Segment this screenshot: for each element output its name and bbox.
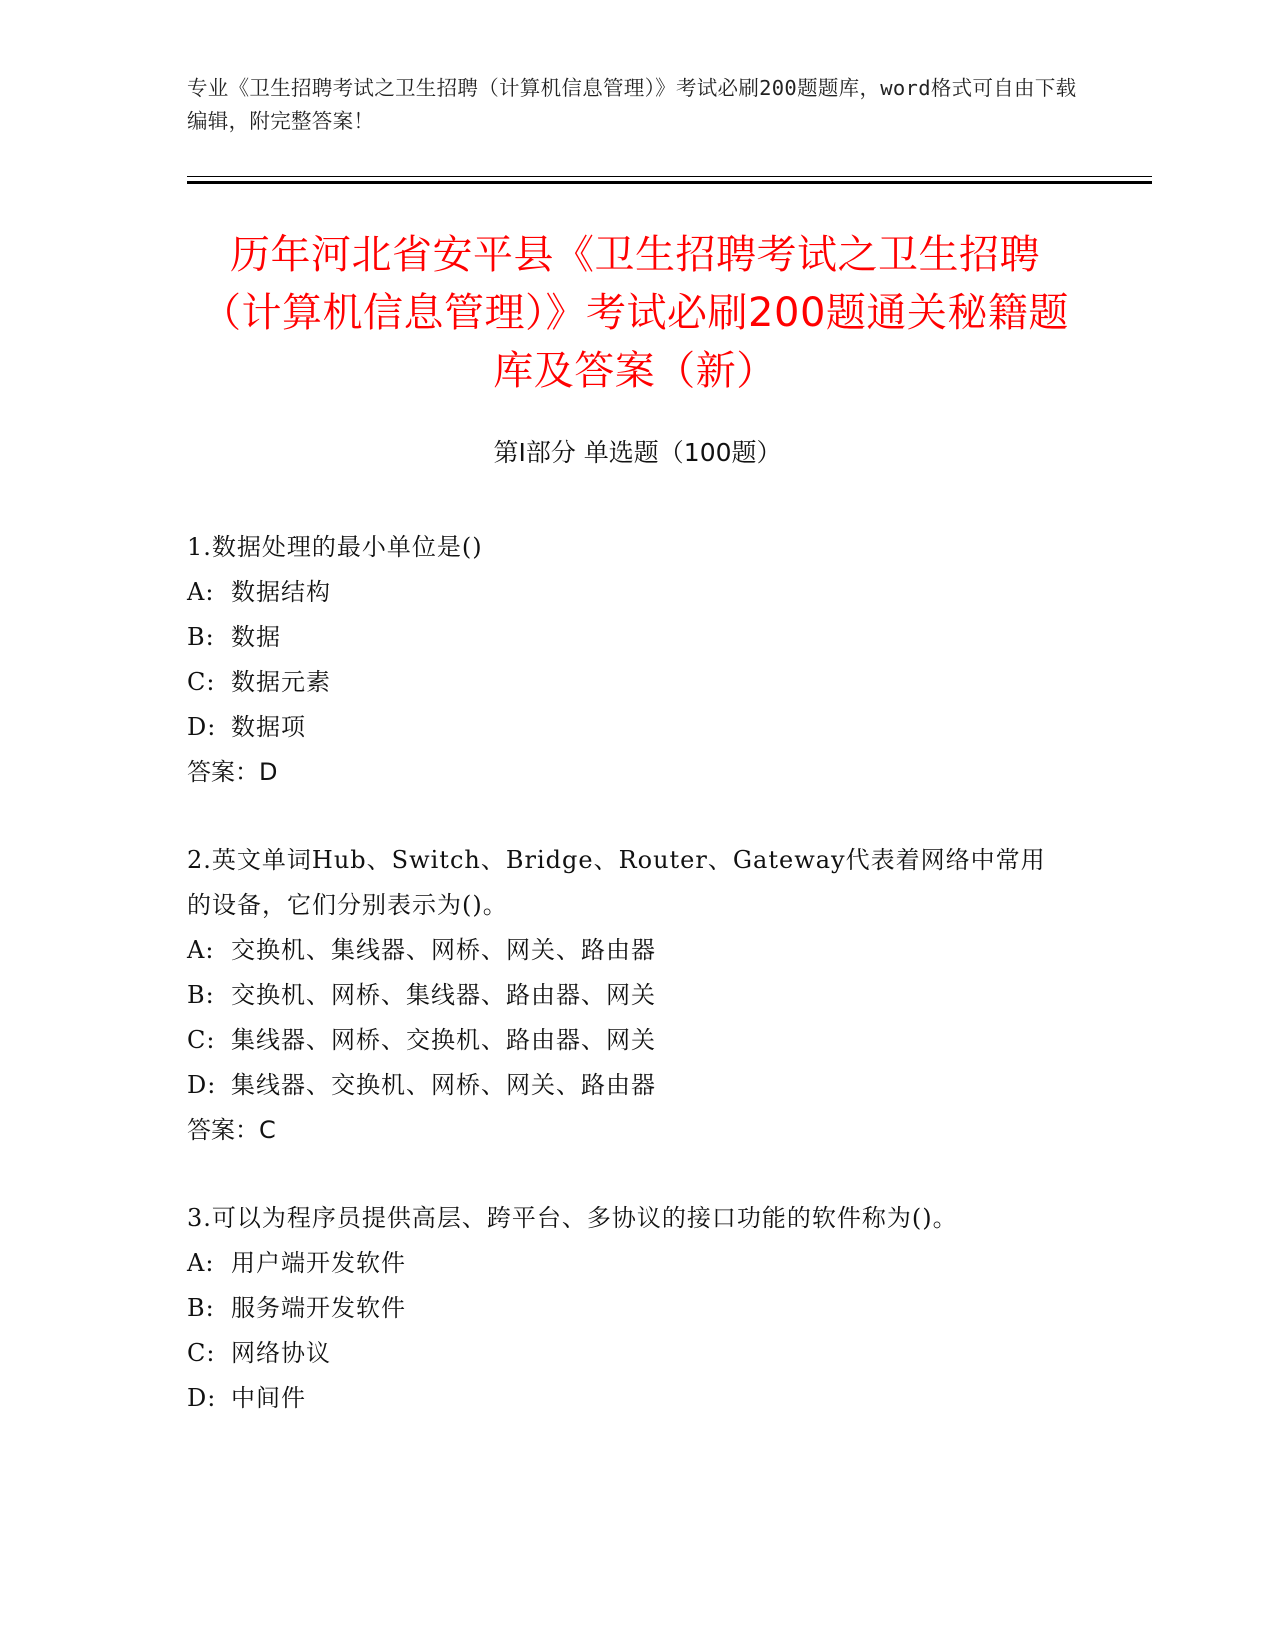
option-text: 集线器、交换机、网桥、网关、路由器 xyxy=(231,1071,656,1099)
option-text: 用户端开发软件 xyxy=(231,1249,406,1277)
option-text: 数据 xyxy=(231,623,281,651)
question-item xyxy=(187,525,1087,795)
option-b xyxy=(187,1286,1087,1331)
section-heading: 第Ⅰ部分 单选题（100题） xyxy=(493,438,782,467)
header-divider-thin xyxy=(187,176,1152,177)
header-divider-thick xyxy=(187,181,1152,184)
option-text: 数据结构 xyxy=(231,578,331,606)
option-text: 网络协议 xyxy=(231,1339,331,1367)
question-stem: 2.英文单词Hub、Switch、Bridge、Router、Gateway代表着网络中常用的设备，它们分别表示为()。 xyxy=(187,846,1046,919)
question-stem: 1.数据处理的最小单位是() xyxy=(187,533,483,561)
option-letter: C: xyxy=(187,1026,216,1054)
question-stem: 3.可以为程序员提供高层、跨平台、多协议的接口功能的软件称为()。 xyxy=(187,1204,958,1232)
option-letter: D: xyxy=(187,1384,217,1412)
option-text: 数据元素 xyxy=(231,668,331,696)
option-letter: A: xyxy=(187,936,215,964)
option-c xyxy=(187,660,1087,705)
option-b xyxy=(187,973,1087,1018)
question-item xyxy=(187,1196,1087,1421)
option-letter: D: xyxy=(187,1071,217,1099)
option-a xyxy=(187,570,1087,615)
option-letter: B: xyxy=(187,981,215,1009)
option-c xyxy=(187,1331,1087,1376)
option-a xyxy=(187,928,1087,973)
option-d xyxy=(187,1063,1087,1108)
option-b xyxy=(187,615,1087,660)
header-note: 专业《卫生招聘考试之卫生招聘（计算机信息管理）》考试必刷200题题库，word格式可自由下载编辑，附完整答案！ xyxy=(187,76,1077,133)
option-d xyxy=(187,705,1087,750)
option-text: 交换机、网桥、集线器、路由器、网关 xyxy=(231,981,656,1009)
option-d xyxy=(187,1376,1087,1421)
option-text: 集线器、网桥、交换机、路由器、网关 xyxy=(231,1026,656,1054)
option-text: 服务端开发软件 xyxy=(231,1294,406,1322)
option-text: 中间件 xyxy=(231,1384,306,1412)
option-a xyxy=(187,1241,1087,1286)
answer-line: 答案：D xyxy=(187,758,278,786)
option-letter: D: xyxy=(187,713,217,741)
option-c xyxy=(187,1018,1087,1063)
option-letter: C: xyxy=(187,668,216,696)
option-text: 数据项 xyxy=(231,713,306,741)
option-letter: A: xyxy=(187,1249,215,1277)
document-title: 历年河北省安平县《卫生招聘考试之卫生招聘（计算机信息管理）》考试必刷200题通关秘籍题库及答案（新） xyxy=(201,232,1069,394)
option-letter: B: xyxy=(187,623,215,651)
question-item xyxy=(187,838,1087,1153)
question-list xyxy=(187,525,1087,1464)
option-letter: A: xyxy=(187,578,215,606)
option-letter: C: xyxy=(187,1339,216,1367)
option-text: 交换机、集线器、网桥、网关、路由器 xyxy=(231,936,656,964)
option-letter: B: xyxy=(187,1294,215,1322)
answer-line: 答案：C xyxy=(187,1116,276,1144)
